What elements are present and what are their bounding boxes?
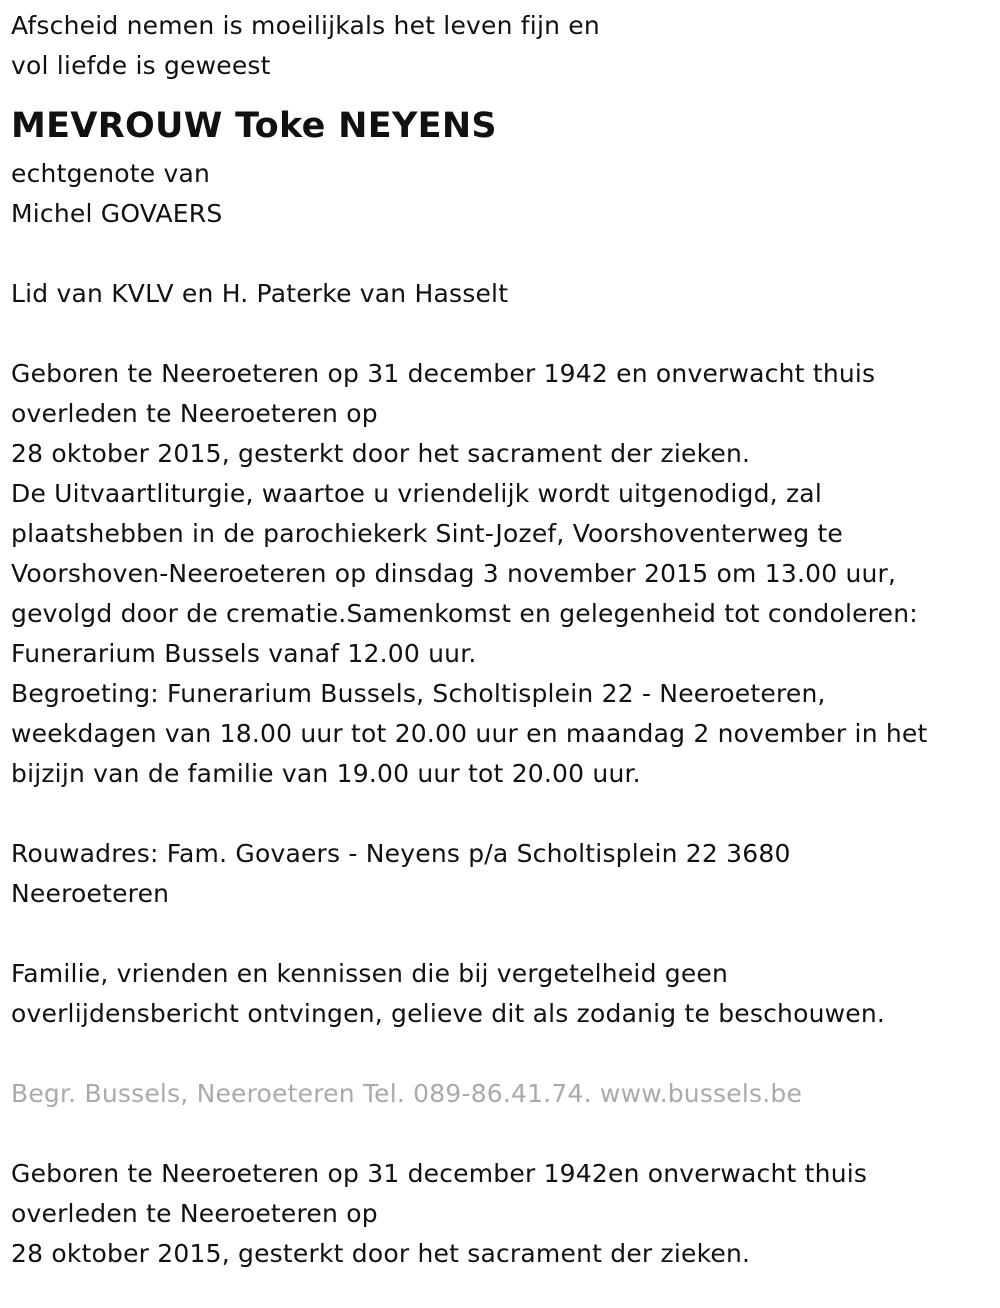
- address-line: Neeroeteren: [11, 879, 170, 908]
- spouse-label: echtgenote van: [11, 159, 211, 188]
- spacer: [11, 794, 986, 834]
- spouse-block: [11, 154, 986, 234]
- details-line: Funerarium Bussels vanaf 12.00 uur.: [11, 639, 477, 668]
- spacer: [11, 234, 986, 274]
- intro-line: Afscheid nemen is moeilijkals het leven fijn en: [11, 11, 600, 40]
- spacer: [11, 1034, 986, 1074]
- deceased-name: MEVROUW Toke NEYENS: [11, 106, 497, 146]
- notice-line: Familie, vrienden en kennissen die bij vergetelheid geen: [11, 959, 729, 988]
- details-block: [11, 354, 986, 794]
- details-line: De Uitvaartliturgie, waartoe u vriendelijk wordt uitgenodigd, zal: [11, 479, 822, 508]
- membership-text: Lid van KVLV en H. Paterke van Hasselt: [11, 279, 509, 308]
- obituary-notice: [11, 6, 986, 1274]
- spouse-name: Michel GOVAERS: [11, 199, 223, 228]
- funeral-home-footer: Begr. Bussels, Neeroeteren Tel. 089-86.41.74. www.bussels.be: [11, 1079, 803, 1108]
- details-line: Voorshoven-Neeroeteren op dinsdag 3 november 2015 om 13.00 uur,: [11, 559, 897, 588]
- details-line: 28 oktober 2015, gesterkt door het sacrament der zieken.: [11, 439, 751, 468]
- repeat-line: 28 oktober 2015, gesterkt door het sacrament der zieken.: [11, 1239, 751, 1268]
- spacer: [11, 1114, 986, 1154]
- details-line: Begroeting: Funerarium Bussels, Scholtisplein 22 - Neeroeteren,: [11, 679, 826, 708]
- mourning-address: [11, 834, 986, 914]
- address-line: Rouwadres: Fam. Govaers - Neyens p/a Scholtisplein 22 3680: [11, 839, 791, 868]
- details-line: plaatshebben in de parochiekerk Sint-Jozef, Voorshoventerweg te: [11, 519, 843, 548]
- details-line: Geboren te Neeroeteren op 31 december 1942 en onverwacht thuis: [11, 359, 876, 388]
- spacer: [11, 314, 986, 354]
- details-line: gevolgd door de crematie.Samenkomst en gelegenheid tot condoleren:: [11, 599, 918, 628]
- intro-line: vol liefde is geweest: [11, 51, 271, 80]
- spacer: [11, 914, 986, 954]
- details-line: bijzijn van de familie van 19.00 uur tot 20.00 uur.: [11, 759, 641, 788]
- notice-line: overlijdensbericht ontvingen, gelieve dit als zodanig te beschouwen.: [11, 999, 886, 1028]
- details-line: overleden te Neeroeteren op: [11, 399, 378, 428]
- intro-text: [11, 6, 986, 86]
- notice-block: [11, 954, 986, 1034]
- repeat-line: Geboren te Neeroeteren op 31 december 1942en onverwacht thuis: [11, 1159, 868, 1188]
- repeat-block: [11, 1154, 986, 1274]
- details-line: weekdagen van 18.00 uur tot 20.00 uur en maandag 2 november in het: [11, 719, 928, 748]
- repeat-line: overleden te Neeroeteren op: [11, 1199, 378, 1228]
